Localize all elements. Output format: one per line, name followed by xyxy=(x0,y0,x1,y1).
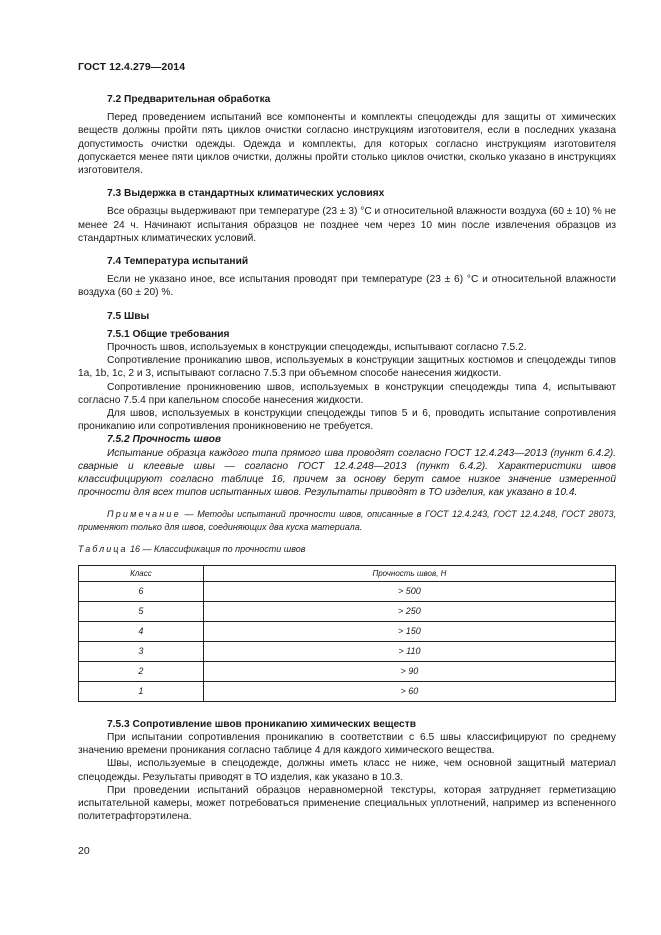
table-cell: > 60 xyxy=(203,681,615,701)
table-caption xyxy=(78,543,616,556)
table-caption-label: Таблица xyxy=(78,544,128,555)
document-body xyxy=(78,93,616,823)
document-header: ГОСТ 12.4.279—2014 xyxy=(78,61,186,73)
paragraph: Сопротивление проникновению швов, используемых в конструкции спецодежды типа 4, испытывают согласно 7.5.4 при капельном способе нанесения жидкости. xyxy=(78,381,616,406)
table-row xyxy=(79,601,616,621)
table-row xyxy=(79,661,616,681)
column-header-strength: Прочность швов, Н xyxy=(203,565,615,581)
paragraph: Перед проведением испытаний все компоненты и комплекты спецодежды для защиты от химических веществ должны пройти пять циклов очистки согласно инструкциям изготовителя, если в последних указана допустимость очистки одежды. Одежда и комплекты, для которых согласно инструкциям изготовителя допускается менее пяти циклов очистки, должны пройти столько циклов очистки, сколько указано в инструкциях изготовителя. xyxy=(78,112,616,177)
paragraph: Все образцы выдерживают при температуре (23 ± 3) °C и относительной влажности воздуха (60 ± 10) % не менее 24 ч. Начинают испытания образцов не позднее чем через 10 мин после извлечения образцов из стандартных климатических условий. xyxy=(78,206,616,244)
table-cell: > 150 xyxy=(203,621,615,641)
table-row xyxy=(79,641,616,661)
note-label: Примечание xyxy=(107,509,181,520)
section-7-3 xyxy=(78,187,616,245)
note-text: — Методы испытаний прочности швов, описанные в ГОСТ 12.4.243, ГОСТ 12.4.248, ГОСТ 28073, применяют только для швов, соединяющих два куска материала. xyxy=(78,509,616,532)
table-cell: > 250 xyxy=(203,601,615,621)
section-7-5 xyxy=(78,310,616,534)
column-header-class: Класс xyxy=(79,565,204,581)
paragraph: Если не указано иное, все испытания проводят при температуре (23 ± 6) °C и относительной влажности воздуха (60 ± 20) %. xyxy=(78,274,616,299)
paragraph: Испытание образца каждого типа прямого шва проводят согласно ГОСТ 12.4.243—2013 (пункт 6.4.2). сварные и клеевые швы — согласно ГОСТ 12.4.248—2013 (пункт 6.4.2). Характеристики швов классифицируют согласно таблице 16, причем за основу берут самое низкое значение измеренной прочности для всех типов испытанных швов. Результаты приводят в ТО изделия, как указано в 10.4. xyxy=(78,447,616,499)
table-row xyxy=(79,621,616,641)
table-row xyxy=(79,681,616,701)
section-7-2 xyxy=(78,93,616,177)
table-cell: > 110 xyxy=(203,641,615,661)
table-cell: > 500 xyxy=(203,581,615,601)
table-cell: 2 xyxy=(79,661,204,681)
table-cell: 5 xyxy=(79,601,204,621)
table-caption-text: 16 — Классификация по прочности швов xyxy=(127,544,306,555)
section-title: 7.5 Швы xyxy=(107,310,150,322)
table-cell: 6 xyxy=(79,581,204,601)
paragraph: При проведении испытаний образцов неравномерной текстуры, которая затрудняет герметизацию испытательной камеры, может потребоваться применение специальных уплотнений, например из вспененного политетрафторэтилена. xyxy=(78,784,616,823)
section-7-4 xyxy=(78,255,616,300)
strength-table xyxy=(78,565,616,702)
section-title: 7.3 Выдержка в стандартных климатических условиях xyxy=(107,188,385,200)
section-7-5-3 xyxy=(78,718,616,824)
subsection-title: 7.5.1 Общие требования xyxy=(107,328,230,340)
table-cell: 4 xyxy=(79,621,204,641)
paragraph: Прочность швов, используемых в конструкции спецодежды, испытывают согласно 7.5.2. xyxy=(107,342,527,354)
subsection-title: 7.5.2 Прочность швов xyxy=(107,434,222,446)
table-cell: 1 xyxy=(79,681,204,701)
table-cell: 3 xyxy=(79,641,204,661)
table-row xyxy=(79,581,616,601)
note xyxy=(78,508,616,533)
section-title: 7.2 Предварительная обработка xyxy=(107,94,271,105)
page-number: 20 xyxy=(78,845,90,857)
subsection-title: 7.5.3 Сопротивление швов проникanию химических веществ xyxy=(107,718,416,730)
paragraph: Для швов, используемых в конструкции спецодежды типов 5 и 6, проводить испытание сопротивления проникanию или сопротивления проникновению не требуется. xyxy=(78,408,616,433)
paragraph: Сопротивление проникanию швов, используемых в конструкции защитных костюмов и спецодежды типов 1a, 1b, 1c, 2 и 3, испытывают согласно 7.5.3 при объемном способе нанесения жидкости. xyxy=(78,355,616,380)
section-title: 7.4 Температура испытаний xyxy=(107,256,249,268)
table-header-row xyxy=(79,565,616,581)
paragraph: При испытании сопротивления проникanию в соответствии с 6.5 швы классифицируют по среднему значению времени проникания согласно таблице 4 для каждого химического вещества. xyxy=(78,731,616,757)
paragraph: Швы, используемые в спецодежде, должны иметь класс не ниже, чем основной защитный материал спецодежды. Результаты приводят в ТО изделия, как указано в 10.3. xyxy=(78,758,616,783)
table-cell: > 90 xyxy=(203,661,615,681)
